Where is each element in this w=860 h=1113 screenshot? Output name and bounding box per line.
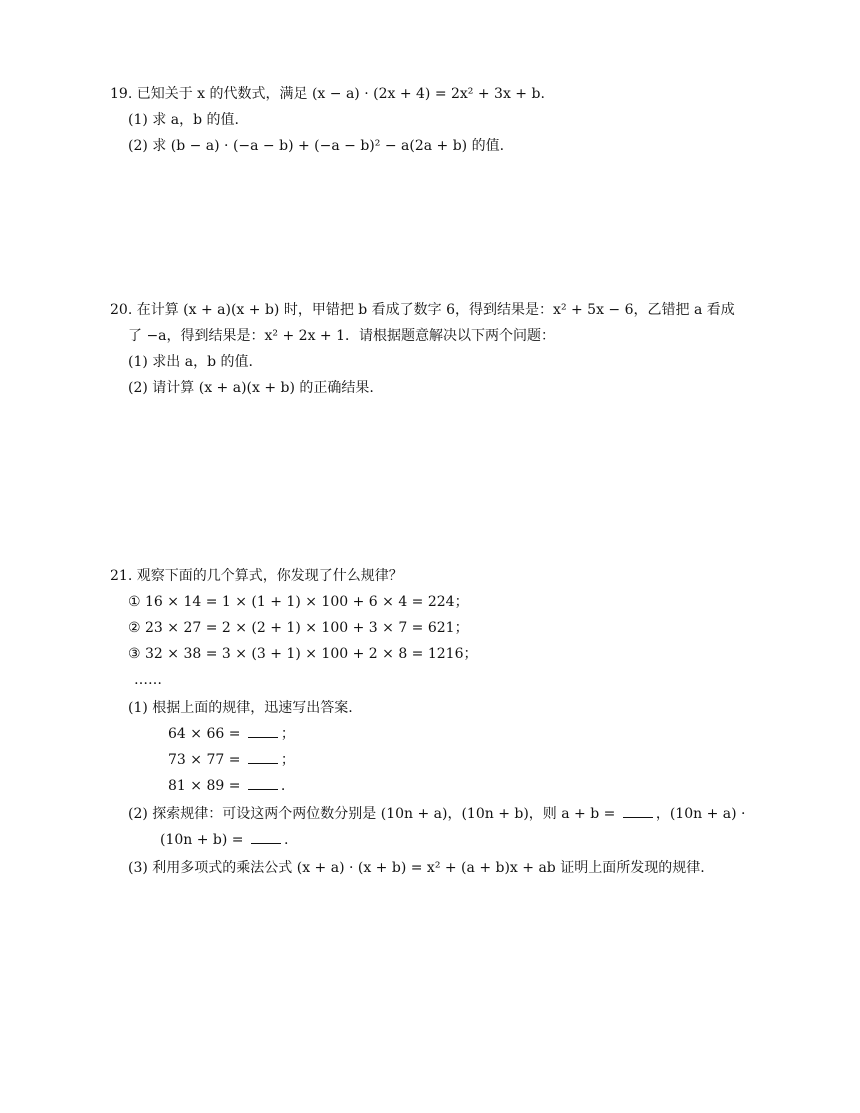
answer2-blank[interactable] bbox=[248, 751, 278, 764]
answer1-suffix: ； bbox=[280, 726, 295, 742]
answer3-blank[interactable] bbox=[248, 777, 278, 790]
q21-answer-row-1 bbox=[168, 724, 295, 744]
answer1-blank[interactable] bbox=[248, 725, 278, 738]
q21-ellipsis: …… bbox=[134, 672, 162, 688]
q21-part2-line1 bbox=[128, 804, 745, 824]
q21-part3: (3) 利用多项式的乘法公式 (x + a) · (x + b) = x² + (a + b)x + ab 证明上面所发现的规律. bbox=[128, 860, 705, 876]
part2-text-a: (2) 探索规律：可设这两个两位数分别是 (10n + a)，(10n + b)，则 a + b = bbox=[128, 806, 616, 822]
q21-answer-row-3 bbox=[168, 776, 285, 796]
part2-blank-product[interactable] bbox=[251, 831, 281, 844]
q21-eq3: ③ 32 × 38 = 3 × (3 + 1) × 100 + 2 × 8 = 1216； bbox=[128, 646, 478, 662]
q20-stem-line1: 20. 在计算 (x + a)(x + b) 时，甲错把 b 看成了数字 6，得到结果是：x² + 5x − 6，乙错把 a 看成 bbox=[110, 302, 735, 318]
part2-text-d: . bbox=[283, 832, 289, 848]
q21-stem: 21. 观察下面的几个算式，你发现了什么规律？ bbox=[110, 568, 403, 584]
q21-eq2: ② 23 × 27 = 2 × (2 + 1) × 100 + 3 × 7 = 621； bbox=[128, 620, 469, 636]
q19-stem: 19. 已知关于 x 的代数式，满足 (x − a) · (2x + 4) = 2x² + 3x + b. bbox=[110, 86, 545, 102]
q20-stem-line2: 了 −a，得到结果是：x² + 2x + 1．请根据题意解决以下两个问题： bbox=[128, 328, 556, 344]
q20-part1: (1) 求出 a，b 的值. bbox=[128, 354, 253, 370]
q21-part2-line2 bbox=[160, 830, 288, 850]
part2-text-c: (10n + b) = bbox=[160, 832, 244, 848]
q20-part2: (2) 请计算 (x + a)(x + b) 的正确结果. bbox=[128, 380, 374, 396]
part2-blank-sum[interactable] bbox=[623, 805, 653, 818]
q21-eq1: ① 16 × 14 = 1 × (1 + 1) × 100 + 6 × 4 = 224； bbox=[128, 594, 469, 610]
answer2-suffix: ； bbox=[280, 752, 295, 768]
q19-part2: (2) 求 (b − a) · (−a − b) + (−a − b)² − a(2a + b) 的值. bbox=[128, 138, 505, 154]
part2-text-b: ，(10n + a) · bbox=[655, 806, 746, 822]
answer2-expression: 73 × 77 = bbox=[168, 752, 241, 768]
q21-part1: (1) 根据上面的规律，迅速写出答案. bbox=[128, 700, 353, 716]
answer3-expression: 81 × 89 = bbox=[168, 778, 241, 794]
q19-part1: (1) 求 a，b 的值. bbox=[128, 112, 239, 128]
answer3-suffix: . bbox=[280, 778, 286, 794]
q21-answer-row-2 bbox=[168, 750, 295, 770]
answer1-expression: 64 × 66 = bbox=[168, 726, 241, 742]
